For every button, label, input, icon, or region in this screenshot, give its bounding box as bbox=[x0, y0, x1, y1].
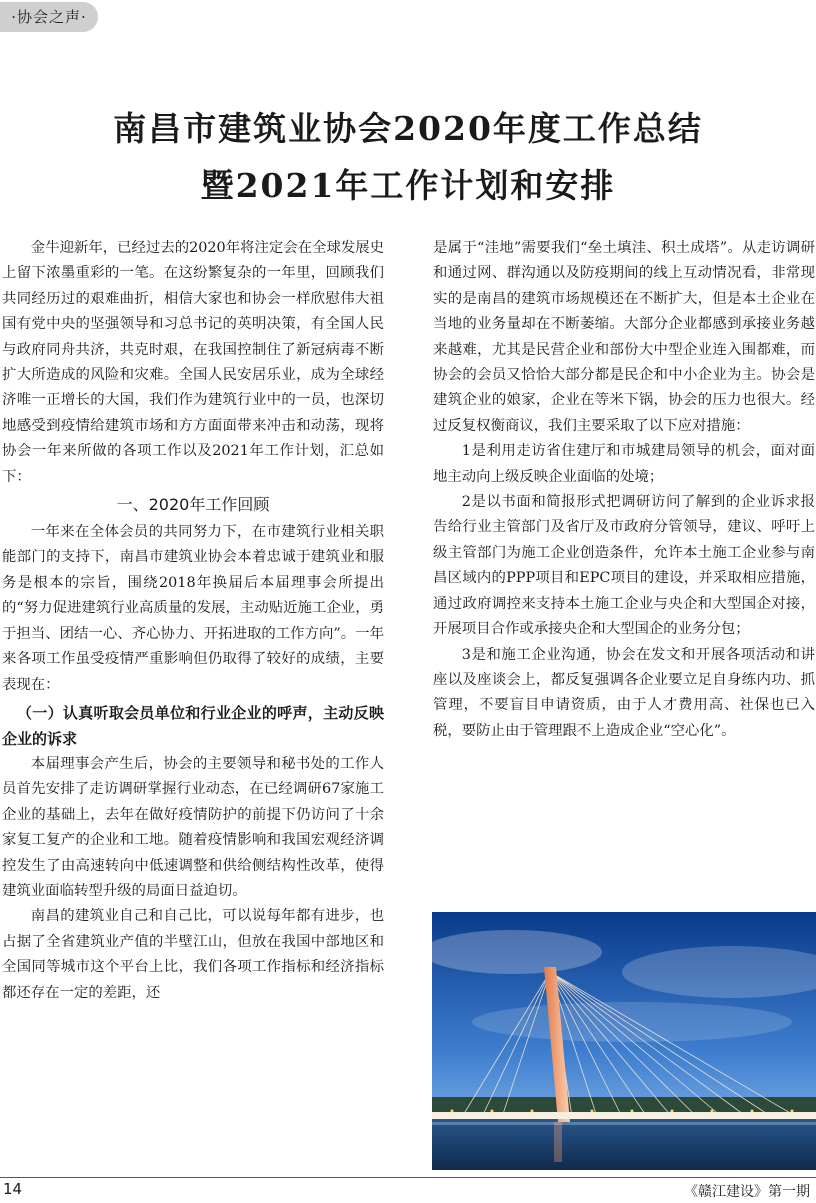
measure-item-2: 2是以书面和简报形式把调研访问了解到的企业诉求报告给行业主管部门及省厅及市政府分管领导，建议、呼吁上级主管部门为施工企业创造条件，允许本土施工企业参与南昌区域内的PPP项目和EPC项目的建设，并采取相应措施，通过政府调控来支持本土施工企业与央企和大型国企对接，开展项目合作或承接央企和大型国企的业务分包； bbox=[433, 494, 815, 638]
right-column bbox=[433, 236, 815, 744]
sub1-paragraph-2: 南昌的建筑业自己和自己比，可以说每年都有进步，也占据了全省建筑业产值的半壁江山，但放在我国中部地区和全国同等城市这个平台上比，我们各项工作指标和经济指标都还存在一定的差距，还 bbox=[2, 908, 384, 1001]
section1-paragraph: 一年来在全体会员的共同努力下，在市建筑行业相关职能部门的支持下，南昌市建筑业协会本着忠诚于建筑业和服务是根本的宗旨，围绕2018年换届后本届理事会所提出的“努力促进建筑行业高质量的发展，主动贴近施工企业，勇于担当、团结一心、齐心协力、开拓进取的工作方向”。一年来各项工作虽受疫情严重影响但仍取得了较好的成绩，主要表现在： bbox=[2, 524, 384, 693]
page-number: 14 bbox=[3, 1180, 23, 1198]
continued-paragraph: 是属于“洼地”需要我们“垒土填洼、积土成塔”。从走访调研和通过网、群沟通以及防疫期间的线上互动情况看，非常现实的是南昌的建筑市场规模还在不断扩大，但是本土企业在当地的业务量却在不断萎缩。大部分企业都感到承接业务越来越难，尤其是民营企业和部份大中型企业连入围都难，而协会的会员又恰恰大部分都是民企和中小企业为主。协会是建筑企业的娘家，企业在等米下锅，协会的压力也很大。经过反复权衡商议，我们主要采取了以下应对措施： bbox=[433, 240, 815, 434]
measure-item-3: 3是和施工企业沟通，协会在发文和开展各项活动和讲座以及座谈会上，都反复强调各企业要立足自身练内功、抓管理，不要盲目申请资质，由于人才费用高、社保也已入税，要防止由于管理跟不上造成企业“空心化”。 bbox=[433, 646, 815, 739]
cable-stayed-bridge-image bbox=[432, 912, 816, 1170]
measure-item-1: 1是利用走访省住建厅和市城建局领导的机会，面对面地主动向上级反映企业面临的处境； bbox=[433, 443, 815, 485]
article-title-line2: 暨2021年工作计划和安排 bbox=[200, 166, 616, 205]
bridge-photo bbox=[432, 912, 816, 1170]
left-column bbox=[2, 236, 384, 1006]
section1-heading: 一、2020年工作回顾 bbox=[116, 495, 270, 515]
section-tag: ·协会之声· bbox=[0, 2, 98, 32]
article-title-line1: 南昌市建筑业协会2020年度工作总结 bbox=[113, 109, 703, 148]
intro-paragraph: 金牛迎新年，已经过去的2020年将注定会在全球发展史上留下浓墨重彩的一笔。在这纷繁复杂的一年里，回顾我们共同经历过的艰难曲折，相信大家也和协会一样欣慰伟大祖国有党中央的坚强领导和习总书记的英明决策，有全国人民与政府同舟共济，共克时艰，在我国控制住了新冠病毒不断扩大所造成的风险和灾难。全国人民安居乐业，成为全球经济唯一正增长的大国，我们作为建筑行业中的一员，也深切地感受到疫情给建筑市场和方方面面带来冲击和动荡，现将协会一年来所做的各项工作以及2021年工作计划，汇总如下： bbox=[2, 240, 385, 485]
journal-name: 《赣江建设》第一期 bbox=[684, 1184, 810, 1200]
footer-rule bbox=[0, 1177, 816, 1178]
sub1-paragraph-1: 本届理事会产生后，协会的主要领导和秘书处的工作人员首先安排了走访调研掌握行业动态，在已经调研67家施工企业的基础上，去年在做好疫情防护的前提下仍访问了十余家复工复产的企业和工地。随着疫情影响和我国宏观经济调控发生了由高速转向中低速调整和供给侧结构性改革，使得建筑业面临转型升级的局面日益迫切。 bbox=[2, 755, 384, 899]
subheading-1: （一）认真听取会员单位和行业企业的呼声，主动反映企业的诉求 bbox=[2, 703, 384, 748]
